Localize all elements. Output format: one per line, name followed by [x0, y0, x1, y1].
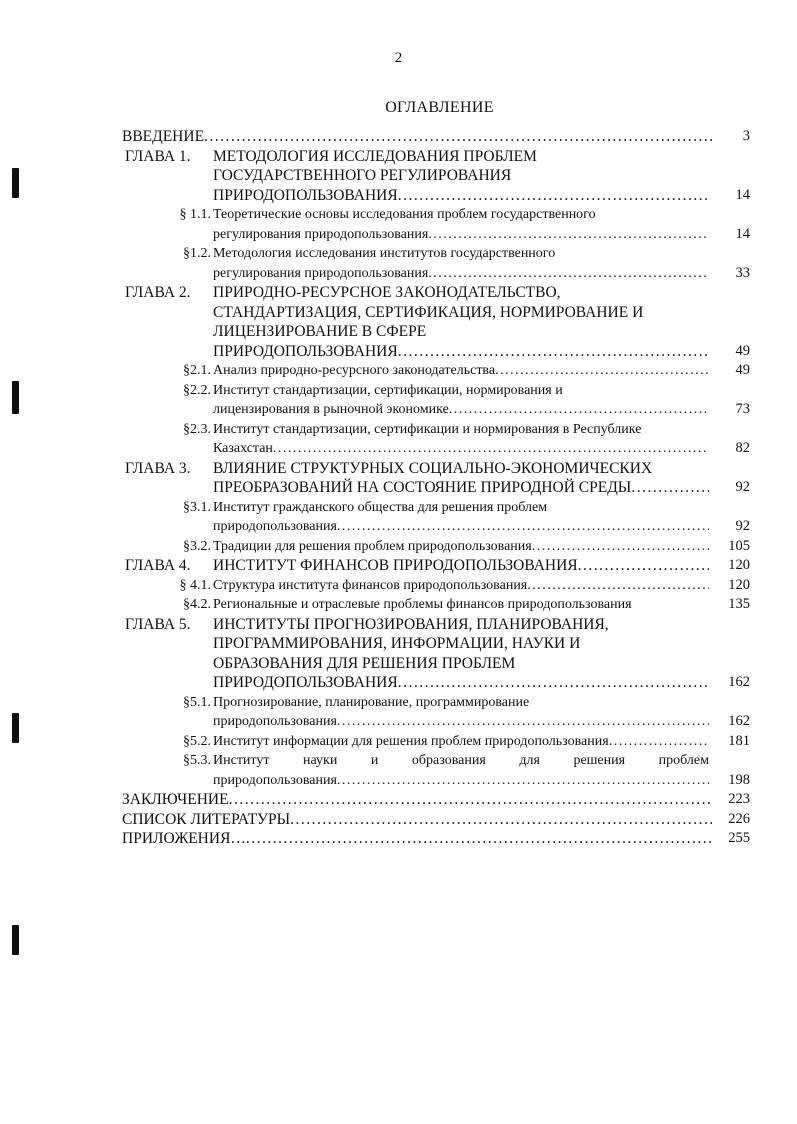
dot-leader [527, 576, 709, 596]
chapter-title [213, 459, 709, 498]
toc-leader-line [213, 225, 709, 245]
dot-leader [428, 264, 709, 284]
section-title-line: Институт гражданского общества для решения проблем [213, 499, 548, 515]
toc-section [122, 732, 750, 752]
toc-entry-tail [122, 810, 750, 830]
chapter-title-line: МЕТОДОЛОГИЯ ИССЛЕДОВАНИЯ ПРОБЛЕМ [213, 147, 537, 165]
toc-chapter [122, 615, 750, 693]
section-label: §5.3. [183, 753, 211, 768]
toc-page-number: 198 [728, 771, 750, 788]
dot-leader [204, 127, 712, 147]
dot-leader [229, 790, 712, 810]
section-label: §3.2. [183, 538, 211, 554]
section-title-line: Институт стандартизации, сертификации и нормирования в Республике [213, 421, 642, 437]
dot-leader [337, 517, 709, 537]
toc-page-number: 120 [728, 557, 750, 573]
toc-title: ОГЛАВЛЕНИЕ [385, 99, 494, 116]
toc-page-number: 49 [735, 342, 750, 359]
dot-leader [273, 439, 709, 459]
dot-leader [398, 342, 709, 362]
toc-entry-text: ПРЕОБРАЗОВАНИЙ НА СОСТОЯНИЕ ПРИРОДНОЙ СРЕДЫ [213, 479, 632, 496]
section-title-line [213, 751, 709, 771]
section-title [213, 205, 709, 244]
section-label: §1.2. [183, 246, 211, 261]
scan-mark [12, 925, 19, 955]
page-number: 2 [394, 50, 403, 66]
toc-entry-text: природопользования [213, 772, 337, 788]
toc-entry-text: природопользования [213, 714, 337, 729]
toc-page-number: 105 [728, 537, 750, 554]
chapter-label: ГЛАВА 5. [125, 615, 191, 633]
toc-entry-text: ИНСТИТУТ ФИНАНСОВ ПРИРОДОПОЛЬЗОВАНИЯ [213, 557, 578, 574]
toc-leader-line [213, 537, 709, 557]
section-title [213, 751, 709, 790]
chapter-title-line: ВЛИЯНИЕ СТРУКТУРНЫХ СОЦИАЛЬНО-ЭКОНОМИЧЕСКИХ [213, 459, 653, 477]
dot-leader [578, 556, 709, 576]
toc-section [122, 361, 750, 381]
toc-chapter [122, 147, 750, 206]
section-title-word: и [370, 753, 379, 768]
toc-entry-intro [122, 127, 750, 147]
section-title-word: проблем [658, 753, 709, 768]
toc-entry-text: лицензирования в рыночной экономике [213, 402, 449, 417]
toc-section [122, 576, 750, 596]
toc-leader-line [213, 400, 709, 420]
section-title-word: науки [303, 753, 338, 768]
chapter-title-line: ПРИРОДНО-РЕСУРСНОЕ ЗАКОНОДАТЕЛЬСТВО, [213, 284, 561, 301]
section-title-word: Институт [213, 753, 270, 768]
scan-mark [12, 381, 19, 414]
chapter-title-line: ЛИЦЕНЗИРОВАНИЕ В СФЕРЕ [213, 323, 427, 340]
toc-leader-line [213, 342, 709, 362]
toc-leader-line [122, 810, 712, 830]
toc-entry-text: ВВЕДЕНИЕ [122, 128, 205, 145]
toc-section [122, 205, 750, 244]
toc-entry-text: Традиции для решения проблем природопользования [213, 538, 532, 554]
toc-page-number: 3 [742, 128, 750, 144]
toc-page-number: 73 [735, 401, 750, 417]
toc-page-number: 92 [735, 479, 750, 495]
toc-page-number: 92 [735, 518, 750, 534]
section-label: § 1.1. [179, 207, 211, 222]
dot-leader [495, 361, 709, 381]
toc-page-number: 49 [735, 362, 750, 378]
toc-section [122, 537, 750, 557]
section-label: §3.1. [183, 499, 211, 515]
section-title-line: Теоретические основы исследования проблем государственного [213, 207, 596, 222]
toc-entry-text: Структура института финансов природопользования [213, 577, 528, 593]
toc-leader-line [213, 595, 709, 615]
toc-leader-line [213, 439, 709, 459]
toc-chapter [122, 459, 750, 498]
section-label: §2.1. [183, 363, 211, 378]
toc-leader-line [122, 829, 712, 849]
section-title [213, 732, 709, 752]
section-title-line: Институт стандартизации, сертификации, нормирования и [213, 382, 563, 398]
toc-page-number: 181 [728, 732, 750, 749]
toc-page-number: 135 [728, 596, 750, 612]
toc-leader-line [213, 361, 709, 381]
toc-entry-text: Институт информации для решения проблем природопользования [213, 733, 609, 749]
section-title [213, 244, 709, 283]
toc-section [122, 498, 750, 537]
toc-leader-line [213, 771, 709, 791]
chapter-title [213, 556, 709, 576]
toc-page-number: 120 [728, 576, 750, 593]
section-label: §2.2. [183, 382, 211, 398]
toc-chapter [122, 283, 750, 361]
toc-leader-line [213, 264, 709, 284]
chapter-title-line: СТАНДАРТИЗАЦИЯ, СЕРТИФИКАЦИЯ, НОРМИРОВАНИЕ И [213, 303, 644, 321]
section-title-word: образования [411, 753, 486, 768]
section-title-line: Прогнозирование, планирование, программирование [213, 694, 530, 710]
dot-leader [246, 829, 712, 849]
chapter-label: ГЛАВА 2. [125, 284, 191, 301]
dot-leader [337, 771, 709, 791]
section-title [213, 693, 709, 732]
dot-leader [290, 810, 712, 830]
chapter-label: ГЛАВА 4. [125, 557, 191, 574]
toc-entry-tail [122, 790, 750, 810]
toc-chapter [122, 556, 750, 576]
toc-page-number: 223 [728, 791, 750, 807]
toc-leader-line [213, 556, 709, 576]
dot-leader [631, 478, 709, 498]
section-label: §4.2. [183, 597, 211, 612]
toc-page-number: 33 [735, 264, 750, 281]
chapter-title-line: ПРОГРАММИРОВАНИЯ, ИНФОРМАЦИИ, НАУКИ И [213, 635, 581, 652]
section-title [213, 381, 709, 420]
toc-page-number: 162 [728, 713, 750, 729]
toc-page-number: 255 [728, 830, 750, 846]
chapter-title [213, 283, 709, 361]
section-title [213, 361, 709, 381]
toc-entry-text: природопользования [213, 519, 337, 534]
toc-page-number: 82 [735, 440, 750, 456]
toc-entry-text: ПРИРОДОПОЛЬЗОВАНИЯ [213, 186, 398, 204]
toc-leader-line [213, 576, 709, 596]
section-title [213, 537, 709, 557]
section-label: §5.1. [183, 694, 211, 710]
toc-entry-text: Казахстан [213, 441, 273, 456]
section-title-word: для [519, 753, 540, 768]
section-title [213, 420, 709, 459]
toc-section [122, 381, 750, 420]
toc-leader-line [122, 790, 712, 810]
chapter-label: ГЛАВА 3. [125, 459, 191, 477]
toc-section [122, 751, 750, 790]
section-title-line: Методология исследования институтов государственного [213, 246, 556, 261]
section-title [213, 498, 709, 537]
toc-leader-line [213, 732, 709, 752]
toc-entry-text: СПИСОК ЛИТЕРАТУРЫ [122, 810, 291, 828]
toc-leader-line [213, 478, 709, 498]
toc-entry-text: Анализ природно-ресурсного законодательства [213, 363, 496, 378]
toc-entry-tail [122, 829, 750, 849]
chapter-title [213, 147, 709, 206]
toc-page-number: 226 [728, 810, 750, 827]
scan-mark [12, 713, 19, 743]
table-of-contents [122, 127, 750, 849]
toc-page-number: 162 [728, 674, 750, 690]
toc-entry-text: ПРИЛОЖЕНИЯ… [122, 830, 246, 847]
toc-entry-text: ПРИРОДОПОЛЬЗОВАНИЯ [213, 342, 398, 360]
toc-leader-line [213, 673, 709, 693]
section-label: §2.3. [183, 421, 211, 437]
toc-entry-text: Региональные и отраслевые проблемы финансов природопользования [213, 597, 632, 612]
chapter-label: ГЛАВА 1. [125, 147, 191, 165]
toc-section [122, 420, 750, 459]
chapter-title-line: ОБРАЗОВАНИЯ ДЛЯ РЕШЕНИЯ ПРОБЛЕМ [213, 654, 516, 672]
toc-leader-line [122, 127, 712, 147]
toc-entry-text: регулирования природопользования [213, 226, 429, 242]
section-title-word: решения [573, 753, 626, 768]
toc-section [122, 693, 750, 732]
toc-entry-text: ПРИРОДОПОЛЬЗОВАНИЯ [213, 674, 398, 691]
toc-entry-text: ЗАКЛЮЧЕНИЕ [122, 791, 229, 808]
section-title [213, 595, 709, 615]
toc-leader-line [213, 517, 709, 537]
toc-page-number: 14 [735, 225, 750, 242]
chapter-title-line: ИНСТИТУТЫ ПРОГНОЗИРОВАНИЯ, ПЛАНИРОВАНИЯ, [213, 615, 609, 633]
dot-leader [398, 673, 709, 693]
chapter-title-line: ГОСУДАРСТВЕННОГО РЕГУЛИРОВАНИЯ [213, 167, 512, 184]
section-label: §5.2. [183, 733, 211, 749]
chapter-title [213, 615, 709, 693]
scan-mark [12, 168, 19, 198]
dot-leader [398, 186, 709, 206]
section-title [213, 576, 709, 596]
dot-leader [532, 537, 709, 557]
dot-leader [428, 225, 709, 245]
toc-leader-line [213, 712, 709, 732]
toc-page-number: 14 [735, 186, 750, 203]
toc-section [122, 595, 750, 615]
dot-leader [337, 712, 709, 732]
dot-leader [609, 732, 709, 752]
toc-leader-line [213, 186, 709, 206]
section-label: § 4.1. [179, 577, 211, 593]
dot-leader [449, 400, 709, 420]
toc-section [122, 244, 750, 283]
toc-entry-text: регулирования природопользования [213, 265, 429, 281]
